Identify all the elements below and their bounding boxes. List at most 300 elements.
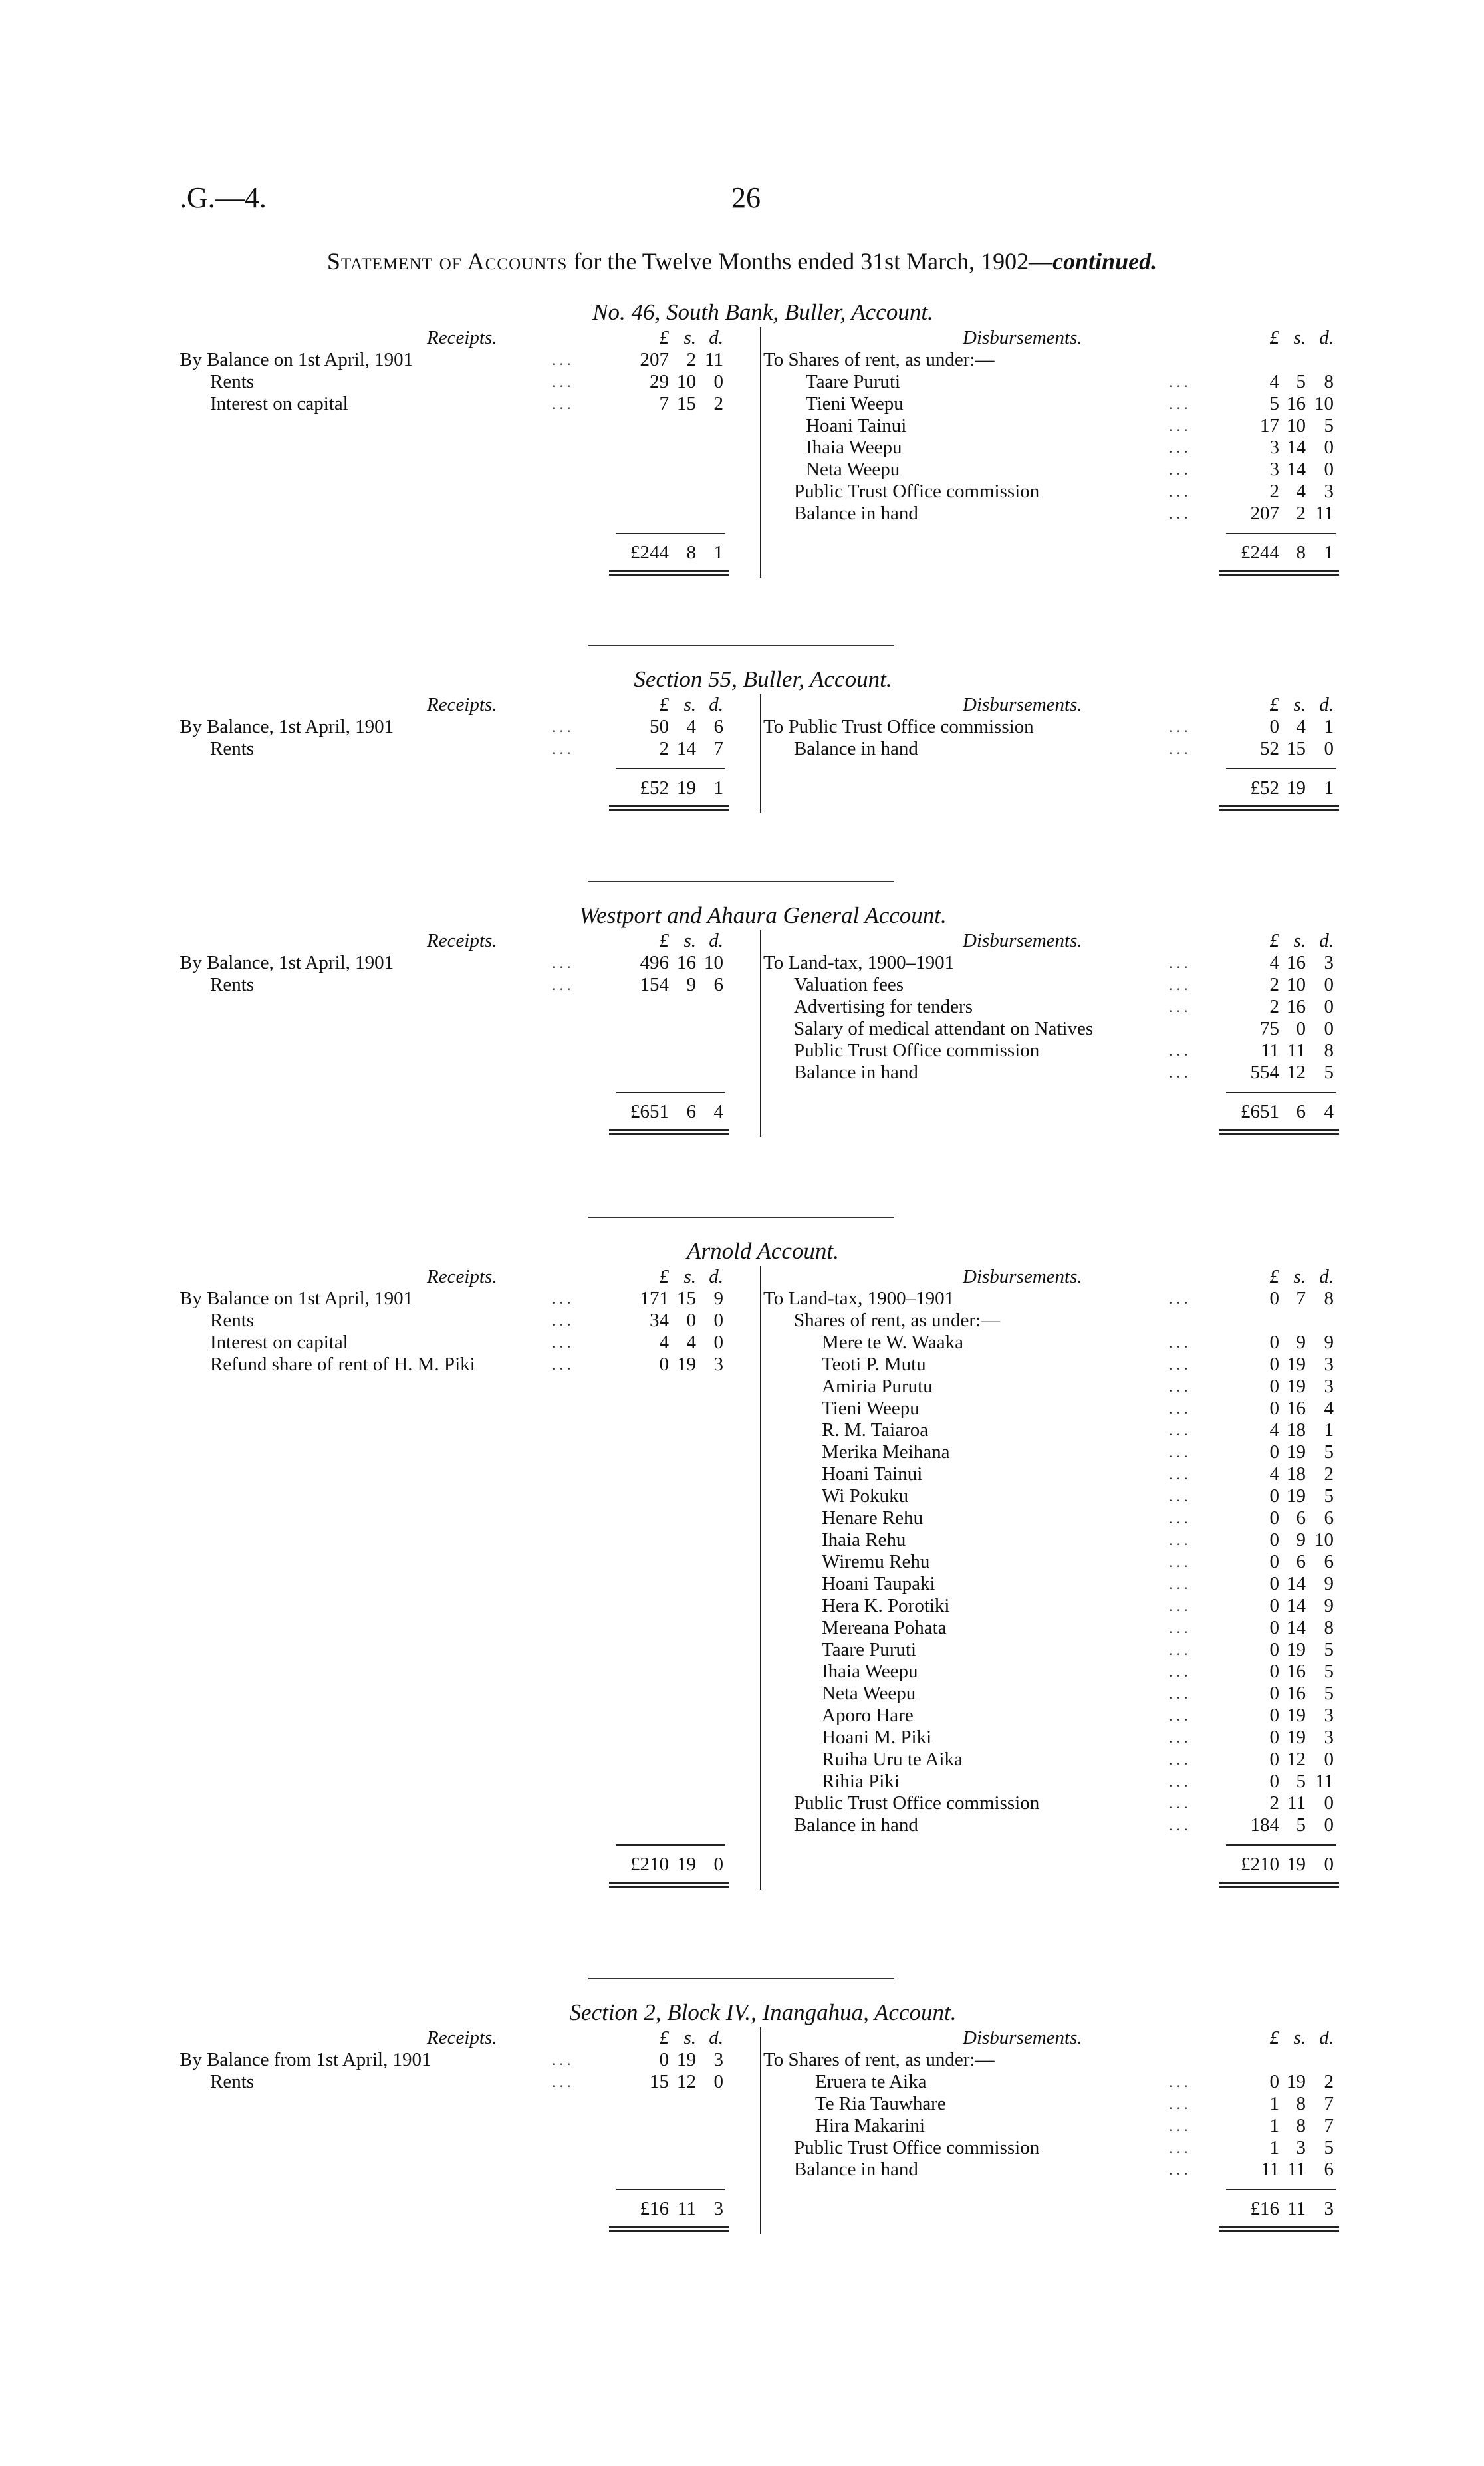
double-rule	[1219, 570, 1339, 576]
double-rule	[609, 1882, 729, 1888]
amount-pence: 9	[1324, 1595, 1334, 1616]
amount-pence: 6	[1324, 2159, 1334, 2180]
account-section	[180, 298, 1346, 578]
leader-dots: ...	[1169, 396, 1192, 412]
leader-dots: ...	[552, 719, 575, 735]
pound-heading: £	[659, 327, 669, 348]
amount-pounds: 496	[640, 952, 669, 973]
entry-description: Teoti P. Mutu	[822, 1354, 926, 1375]
disbursements-column	[763, 1266, 1346, 1875]
amount-pounds: 207	[640, 349, 669, 370]
leader-dots: ...	[1169, 374, 1192, 390]
amount-pence: 3	[713, 2049, 723, 2070]
entry-description: R. M. Taiaroa	[822, 1419, 929, 1441]
amount-pounds: 5	[1269, 393, 1279, 414]
disbursement-row	[763, 1398, 1346, 1419]
leader-dots: ...	[1169, 741, 1192, 757]
entry-description: Advertising for tenders	[794, 996, 973, 1017]
total-pounds: £651	[630, 1101, 669, 1122]
amount-pounds: 554	[1250, 1062, 1279, 1083]
shilling-heading: s.	[683, 2027, 696, 2048]
pence-heading: d.	[1319, 1266, 1334, 1287]
amount-pence: 0	[1324, 1792, 1334, 1814]
disbursement-row	[763, 952, 1346, 974]
entry-description: Tieni Weepu	[822, 1398, 920, 1419]
pound-heading: £	[1269, 2027, 1279, 2048]
amount-shillings: 6	[1296, 1551, 1306, 1572]
receipt-row	[180, 716, 758, 738]
amount-pounds: 52	[1260, 738, 1279, 759]
shilling-heading: s.	[1293, 694, 1306, 715]
amount-pence: 0	[713, 2071, 723, 2092]
account-section	[180, 901, 1346, 1137]
leader-dots: ...	[1169, 1751, 1192, 1768]
shilling-heading: s.	[683, 930, 696, 951]
receipts-column	[180, 1266, 758, 1875]
amount-pounds: 15	[650, 2071, 669, 2092]
amount-pence: 0	[1324, 459, 1334, 480]
amount-pence: 5	[1324, 1441, 1334, 1463]
disbursements-column	[763, 327, 1346, 563]
amount-pounds: 4	[1269, 1463, 1279, 1485]
entry-description: Hoani Taupaki	[822, 1573, 935, 1594]
amount-pounds: 0	[1269, 1485, 1279, 1507]
sum-rule	[616, 1844, 725, 1846]
section-separator	[588, 645, 894, 646]
amount-pence: 2	[1324, 2071, 1334, 2092]
leader-dots: ...	[1169, 1620, 1192, 1636]
amount-pence: 2	[713, 393, 723, 414]
amount-shillings: 19	[1287, 1727, 1306, 1748]
leader-dots: ...	[1169, 999, 1192, 1015]
column-divider	[760, 1266, 761, 1890]
entry-description: By Balance from 1st April, 1901	[180, 2049, 432, 2070]
disbursement-row	[763, 2049, 1346, 2071]
receipts-header	[180, 694, 758, 716]
pence-heading: d.	[1319, 694, 1334, 715]
amount-pence: 8	[1324, 1040, 1334, 1061]
amount-pounds: 0	[1269, 1727, 1279, 1748]
entry-description: Taare Puruti	[822, 1639, 917, 1660]
sum-rule	[616, 1092, 725, 1093]
amount-shillings: 0	[1296, 1018, 1306, 1039]
pence-heading: d.	[709, 694, 723, 715]
total-shillings: 19	[677, 777, 696, 799]
receipts-heading: Receipts.	[427, 327, 497, 348]
disbursement-row	[763, 2159, 1346, 2181]
entry-description: Ihaia Rehu	[822, 1529, 906, 1550]
receipt-row	[180, 1288, 758, 1310]
disbursements-total	[763, 1096, 1346, 1128]
entry-description: Shares of rent, as under:—	[794, 1310, 1001, 1331]
total-pounds: £16	[640, 2198, 669, 2219]
pence-heading: d.	[1319, 930, 1334, 951]
amount-shillings: 11	[1287, 2159, 1306, 2180]
total-pounds: £52	[1250, 777, 1279, 799]
amount-pence: 7	[1324, 2115, 1334, 2136]
leader-dots: ...	[1169, 1773, 1192, 1790]
receipts-column	[180, 694, 758, 799]
amount-shillings: 4	[1296, 481, 1306, 502]
amount-shillings: 19	[1287, 1354, 1306, 1375]
receipt-row	[180, 1310, 758, 1332]
leader-dots: ...	[1169, 1356, 1192, 1373]
amount-pence: 11	[705, 349, 723, 370]
amount-pounds: 0	[1269, 1332, 1279, 1353]
entry-description: To Land-tax, 1900–1901	[763, 952, 955, 973]
amount-shillings: 2	[686, 349, 696, 370]
disbursement-row	[763, 1617, 1346, 1639]
amount-pence: 8	[1324, 371, 1334, 392]
entry-description: Taare Puruti	[806, 371, 901, 392]
double-rule	[1219, 805, 1339, 811]
disbursement-row	[763, 1727, 1346, 1749]
section-separator	[588, 1217, 894, 1218]
amount-pounds: 4	[1269, 371, 1279, 392]
disbursement-row	[763, 1639, 1346, 1661]
amount-shillings: 12	[1287, 1062, 1306, 1083]
pence-heading: d.	[709, 327, 723, 348]
amount-pence: 9	[1324, 1573, 1334, 1594]
disbursements-total	[763, 2193, 1346, 2225]
leader-dots: ...	[1169, 1795, 1192, 1812]
disbursement-row	[763, 349, 1346, 371]
amount-shillings: 19	[1287, 1705, 1306, 1726]
amount-shillings: 15	[1287, 738, 1306, 759]
amount-shillings: 10	[1287, 415, 1306, 436]
amount-pounds: 0	[1269, 1639, 1279, 1660]
entry-description: Refund share of rent of H. M. Piki	[210, 1354, 475, 1375]
entry-description: Mereana Pohata	[822, 1617, 947, 1638]
leader-dots: ...	[552, 1291, 575, 1307]
disbursements-total	[763, 537, 1346, 568]
disbursement-row	[763, 393, 1346, 415]
amount-shillings: 0	[686, 1310, 696, 1331]
entry-description: Ihaia Weepu	[822, 1661, 918, 1682]
receipts-heading: Receipts.	[427, 1266, 497, 1287]
disbursements-total	[763, 772, 1346, 804]
shilling-heading: s.	[1293, 1266, 1306, 1287]
section-separator	[588, 881, 894, 882]
entry-description: Wiremu Rehu	[822, 1551, 930, 1572]
disbursement-row	[763, 437, 1346, 459]
disbursement-row	[763, 1661, 1346, 1683]
leader-dots: ...	[1169, 483, 1192, 500]
receipts-header	[180, 2027, 758, 2049]
leader-dots: ...	[1169, 1422, 1192, 1439]
disbursement-row	[763, 738, 1346, 760]
amount-pence: 0	[1324, 1814, 1334, 1836]
title-prefix: Statement of Accounts	[326, 248, 568, 275]
amount-pence: 10	[1314, 1529, 1334, 1550]
amount-shillings: 16	[1287, 1683, 1306, 1704]
amount-pounds: 0	[1269, 1441, 1279, 1463]
amount-pounds: 184	[1250, 1814, 1279, 1836]
leader-dots: ...	[552, 1334, 575, 1351]
leader-dots: ...	[1169, 461, 1192, 478]
total-pounds: £52	[640, 777, 669, 799]
total-pence: 1	[1324, 777, 1334, 799]
amount-pence: 4	[1324, 1398, 1334, 1419]
total-pence: 1	[1324, 542, 1334, 563]
double-rule	[609, 570, 729, 576]
disbursement-row	[763, 1683, 1346, 1705]
entry-description: By Balance on 1st April, 1901	[180, 349, 414, 370]
amount-shillings: 11	[1287, 1040, 1306, 1061]
entry-description: Interest on capital	[210, 393, 348, 414]
amount-pounds: 11	[1261, 2159, 1279, 2180]
amount-pence: 5	[1324, 1485, 1334, 1507]
amount-pounds: 0	[1269, 1354, 1279, 1375]
disbursement-row	[763, 1749, 1346, 1771]
disbursement-row	[763, 1463, 1346, 1485]
disbursements-header	[763, 2027, 1346, 2049]
receipt-row	[180, 738, 758, 760]
leader-dots: ...	[1169, 1400, 1192, 1417]
amount-pounds: 0	[1269, 1507, 1279, 1529]
leader-dots: ...	[1169, 1576, 1192, 1592]
pound-heading: £	[659, 1266, 669, 1287]
entry-description: Hoani Tainui	[806, 415, 907, 436]
amount-pence: 0	[1324, 1018, 1334, 1039]
amount-shillings: 7	[1296, 1288, 1306, 1309]
amount-pence: 3	[1324, 481, 1334, 502]
entry-description: Henare Rehu	[822, 1507, 924, 1529]
page-header-ref: .G.—4.	[180, 182, 267, 214]
amount-shillings: 14	[1287, 459, 1306, 480]
amount-pence: 3	[1324, 952, 1334, 973]
amount-shillings: 19	[677, 1354, 696, 1375]
amount-pence: 6	[713, 716, 723, 737]
entry-description: Balance in hand	[794, 1062, 918, 1083]
sum-rule	[616, 768, 725, 769]
sum-rule	[616, 533, 725, 534]
amount-shillings: 10	[1287, 974, 1306, 995]
account-title: Section 55, Buller, Account.	[634, 666, 892, 692]
shilling-heading: s.	[1293, 930, 1306, 951]
amount-pounds: 3	[1269, 459, 1279, 480]
disbursement-row	[763, 1018, 1346, 1040]
page-title	[0, 247, 1484, 275]
amount-pence: 6	[1324, 1507, 1334, 1529]
amount-shillings: 19	[1287, 1639, 1306, 1660]
amount-pence: 3	[713, 1354, 723, 1375]
amount-pounds: 4	[1269, 1419, 1279, 1441]
amount-pounds: 0	[1269, 1573, 1279, 1594]
disbursement-row	[763, 2071, 1346, 2093]
total-pence: 1	[713, 542, 723, 563]
total-pence: 4	[713, 1101, 723, 1122]
leader-dots: ...	[1169, 1444, 1192, 1461]
disbursement-row	[763, 974, 1346, 996]
amount-pence: 5	[1324, 1639, 1334, 1660]
amount-pence: 2	[1324, 1463, 1334, 1485]
leader-dots: ...	[1169, 1817, 1192, 1834]
disbursement-row	[763, 1441, 1346, 1463]
account-title: Section 2, Block IV., Inangahua, Account.	[569, 1999, 957, 2025]
pence-heading: d.	[709, 2027, 723, 2048]
disbursement-row	[763, 1573, 1346, 1595]
column-divider	[760, 930, 761, 1137]
disbursement-row	[763, 1419, 1346, 1441]
disbursements-header	[763, 1266, 1346, 1288]
entry-description: Public Trust Office commission	[794, 1792, 1040, 1814]
disbursement-row	[763, 1507, 1346, 1529]
receipts-heading: Receipts.	[427, 694, 497, 715]
sum-rule	[616, 2189, 725, 2190]
leader-dots: ...	[1169, 1554, 1192, 1570]
column-divider	[760, 2027, 761, 2234]
entry-description: Rents	[210, 371, 255, 392]
disbursement-row	[763, 1288, 1346, 1310]
amount-pounds: 0	[1269, 1661, 1279, 1682]
column-divider	[760, 694, 761, 813]
disbursement-row	[763, 1310, 1346, 1332]
amount-pounds: 2	[1269, 481, 1279, 502]
amount-pounds: 1	[1269, 2137, 1279, 2158]
amount-pounds: 50	[650, 716, 669, 737]
amount-pounds: 3	[1269, 437, 1279, 458]
leader-dots: ...	[1169, 2118, 1192, 2134]
receipts-header	[180, 327, 758, 349]
leader-dots: ...	[1169, 2096, 1192, 2112]
disbursements-heading: Disbursements.	[963, 1266, 1082, 1287]
amount-pence: 1	[1324, 1419, 1334, 1441]
leader-dots: ...	[1169, 1729, 1192, 1746]
amount-pounds: 0	[1269, 1705, 1279, 1726]
amount-pounds: 0	[1269, 1551, 1279, 1572]
entry-description: Public Trust Office commission	[794, 481, 1040, 502]
total-shillings: 8	[686, 542, 696, 563]
total-pounds: £210	[630, 1854, 669, 1875]
sum-rule	[1226, 2189, 1336, 2190]
entry-description: Rents	[210, 1310, 255, 1331]
amount-shillings: 9	[1296, 1332, 1306, 1353]
double-rule	[609, 805, 729, 811]
amount-shillings: 5	[1296, 1771, 1306, 1792]
leader-dots: ...	[1169, 719, 1192, 735]
leader-dots: ...	[552, 2052, 575, 2068]
amount-shillings: 9	[1296, 1529, 1306, 1550]
pence-heading: d.	[709, 930, 723, 951]
receipts-header	[180, 930, 758, 952]
disbursement-row	[763, 459, 1346, 481]
amount-shillings: 4	[686, 716, 696, 737]
account-title: No. 46, South Bank, Buller, Account.	[592, 299, 933, 325]
disbursement-row	[763, 415, 1346, 437]
amount-shillings: 16	[1287, 1661, 1306, 1682]
amount-pounds: 0	[1269, 1529, 1279, 1550]
leader-dots: ...	[1169, 1466, 1192, 1483]
amount-pence: 0	[713, 1310, 723, 1331]
disbursement-row	[763, 1551, 1346, 1573]
total-pounds: £244	[1241, 542, 1279, 563]
leader-dots: ...	[552, 1356, 575, 1373]
entry-description: Rents	[210, 738, 255, 759]
amount-pence: 9	[1324, 1332, 1334, 1353]
amount-pounds: 2	[1269, 996, 1279, 1017]
entry-description: Eruera te Aika	[815, 2071, 927, 2092]
leader-dots: ...	[1169, 1598, 1192, 1614]
disbursement-row	[763, 481, 1346, 503]
amount-pence: 3	[1324, 1376, 1334, 1397]
amount-pence: 0	[1324, 974, 1334, 995]
sum-rule	[1226, 1844, 1336, 1846]
amount-pence: 11	[1315, 1771, 1334, 1792]
amount-shillings: 19	[1287, 1441, 1306, 1463]
amount-shillings: 16	[677, 952, 696, 973]
entry-description: To Shares of rent, as under:—	[763, 349, 995, 370]
amount-pounds: 7	[659, 393, 669, 414]
amount-shillings: 11	[1287, 1792, 1306, 1814]
leader-dots: ...	[552, 396, 575, 412]
entry-description: To Shares of rent, as under:—	[763, 2049, 995, 2070]
double-rule	[609, 2226, 729, 2232]
title-suffix: continued.	[1052, 248, 1158, 275]
amount-pounds: 0	[1269, 1771, 1279, 1792]
amount-pence: 3	[1324, 1705, 1334, 1726]
amount-pence: 9	[713, 1288, 723, 1309]
total-pence: 1	[713, 777, 723, 799]
total-shillings: 8	[1296, 542, 1306, 563]
amount-pounds: 4	[1269, 952, 1279, 973]
disbursements-header	[763, 930, 1346, 952]
entry-description: Rents	[210, 2071, 255, 2092]
leader-dots: ...	[1169, 2161, 1192, 2178]
leader-dots: ...	[1169, 1488, 1192, 1505]
total-pounds: £244	[630, 542, 669, 563]
pound-heading: £	[1269, 1266, 1279, 1287]
amount-pounds: 0	[1269, 1749, 1279, 1770]
total-pounds: £16	[1250, 2198, 1279, 2219]
receipt-row	[180, 1332, 758, 1354]
disbursement-row	[763, 716, 1346, 738]
amount-shillings: 10	[677, 371, 696, 392]
amount-shillings: 6	[1296, 1507, 1306, 1529]
receipts-total	[180, 772, 758, 804]
entry-description: Hira Makarini	[815, 2115, 926, 2136]
amount-pounds: 207	[1250, 503, 1279, 524]
receipts-header	[180, 1266, 758, 1288]
amount-shillings: 15	[677, 1288, 696, 1309]
leader-dots: ...	[1169, 1064, 1192, 1081]
sum-rule	[1226, 1092, 1336, 1093]
pence-heading: d.	[709, 1266, 723, 1287]
entry-description: Amiria Purutu	[822, 1376, 933, 1397]
amount-shillings: 14	[1287, 1617, 1306, 1638]
amount-pounds: 1	[1269, 2115, 1279, 2136]
amount-shillings: 16	[1287, 996, 1306, 1017]
disbursement-row	[763, 1376, 1346, 1398]
disbursement-row	[763, 1529, 1346, 1551]
leader-dots: ...	[1169, 1685, 1192, 1702]
pound-heading: £	[659, 694, 669, 715]
amount-shillings: 19	[1287, 2071, 1306, 2092]
total-shillings: 19	[1287, 777, 1306, 799]
amount-pence: 10	[704, 952, 723, 973]
shilling-heading: s.	[683, 694, 696, 715]
amount-pence: 7	[713, 738, 723, 759]
amount-shillings: 9	[686, 974, 696, 995]
entry-description: Public Trust Office commission	[794, 1040, 1040, 1061]
amount-shillings: 2	[1296, 503, 1306, 524]
amount-pence: 3	[1324, 1727, 1334, 1748]
entry-description: Neta Weepu	[822, 1683, 916, 1704]
total-pence: 3	[1324, 2198, 1334, 2219]
entry-description: By Balance, 1st April, 1901	[180, 952, 394, 973]
receipts-total	[180, 2193, 758, 2225]
total-shillings: 19	[1287, 1854, 1306, 1875]
